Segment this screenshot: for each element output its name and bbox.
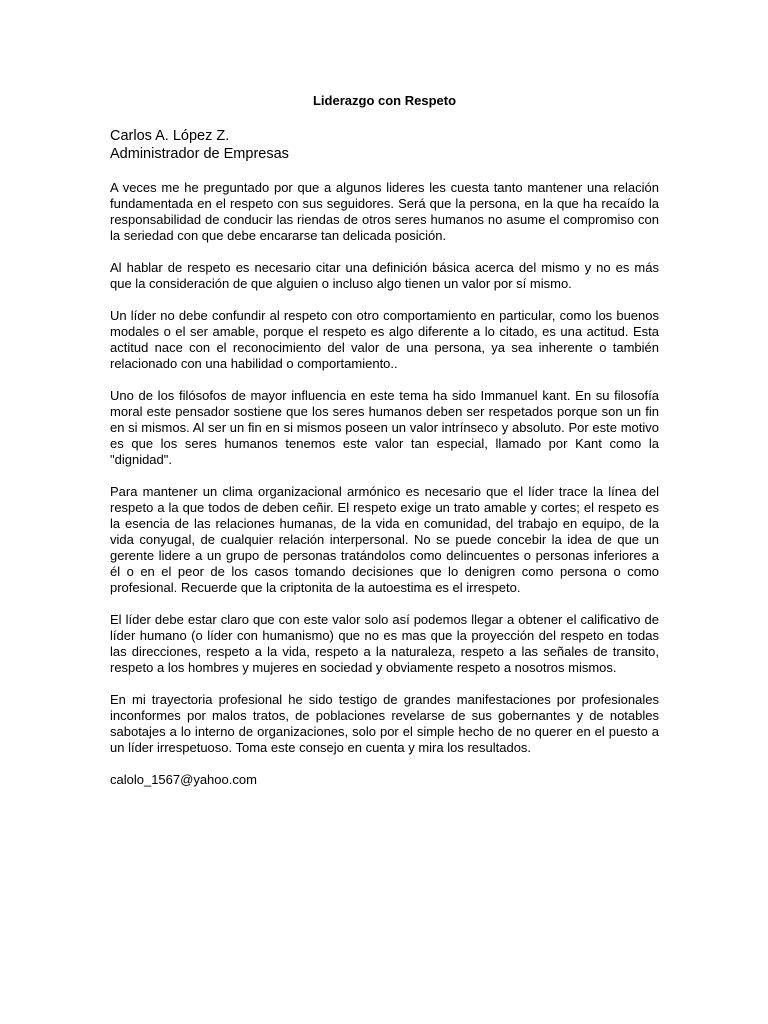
paragraph: Para mantener un clima organizacional armónico es necesario que el líder trace la línea del respeto a la que todos de deben ceñir. El respeto exige un trato amable y cortes; el respeto es la esencia de las relaciones humanas, de la vida en comunidad, del trabajo en equipo, de la vida conyugal, de cualquier relación interpersonal. No se puede concebir la idea de que un gerente lidere a un grupo de personas tratándolos como delincuentes o personas inferiores a él o en el peor de los casos tomando decisiones que lo denigren como persona o como profesional. Recuerde que la criptonita de la autoestima es el irrespeto. bbox=[110, 484, 659, 595]
author-name: Carlos A. López Z. bbox=[110, 128, 230, 144]
paragraph: En mi trayectoria profesional he sido testigo de grandes manifestaciones por profesionales inconformes por malos tratos, de poblaciones revelarse de sus gobernantes y de notables sabotajes a lo interno de organizaciones, solo por el simple hecho de no querer en el puesto a un líder irrespetuoso. Toma este consejo en cuenta y mira los resultados. bbox=[110, 692, 659, 755]
paragraph: Al hablar de respeto es necesario citar una definición básica acerca del mismo y no es más que la consideración de que alguien o incluso algo tienen un valor por sí mismo. bbox=[110, 260, 659, 291]
paragraph: A veces me he preguntado por que a algunos lideres les cuesta tanto mantener una relación fundamentada en el respeto con sus seguidores. Será que la persona, en la que ha recaído la responsabilidad de conducir las riendas de otros seres humanos no asume el compromiso con la seriedad con que debe encararse tan delicada posición. bbox=[110, 180, 659, 243]
author-role: Administrador de Empresas bbox=[110, 146, 289, 162]
paragraph: El líder debe estar claro que con este valor solo así podemos llegar a obtener el calificativo de líder humano (o líder con humanismo) que no es mas que la proyección del respeto en todas las direcciones, respeto a la vida, respeto a la naturaleza, respeto a las señales de transito, respeto a los hombres y mujeres en sociedad y obviamente respeto a nosotros mismos. bbox=[110, 612, 659, 675]
document-body bbox=[110, 180, 659, 788]
document-title: Liderazgo con Respeto bbox=[312, 93, 457, 108]
paragraph: Un líder no debe confundir al respeto con otro comportamiento en particular, como los buenos modales o el ser amable, porque el respeto es algo diferente a lo citado, es una actitud. Esta actitud nace con el reconocimiento del valor de una persona, ya sea inherente o también relacionado con una habilidad o comportamiento.. bbox=[110, 308, 659, 371]
paragraph: Uno de los filósofos de mayor influencia en este tema ha sido Immanuel kant. En su filosofía moral este pensador sostiene que los seres humanos deben ser respetados porque son un fin en si mismos. Al ser un fin en si mismos poseen un valor intrínseco y absoluto. Por este motivo es que los seres humanos tenemos este valor tan especial, llamado por Kant como la "dignidad". bbox=[110, 388, 659, 467]
author-email: calolo_1567@yahoo.com bbox=[110, 772, 257, 787]
author-block bbox=[110, 127, 289, 163]
